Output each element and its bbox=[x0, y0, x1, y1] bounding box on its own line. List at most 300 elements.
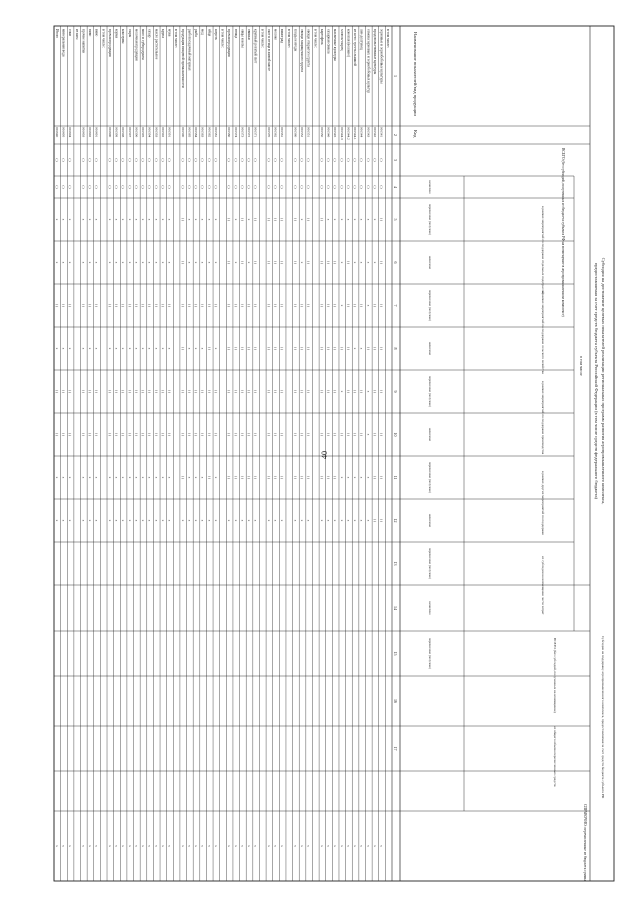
column-number: 15 bbox=[393, 651, 398, 656]
row-cell: ( ) bbox=[359, 185, 364, 189]
row-name: Итого bbox=[54, 29, 59, 39]
row-cell: x bbox=[147, 519, 152, 522]
subheader-calculated: начислено bbox=[428, 513, 432, 528]
row-cell: ( ) bbox=[200, 303, 205, 308]
row-cell: ( ) bbox=[207, 432, 212, 437]
row-cell: x bbox=[200, 519, 205, 522]
row-cell: ( ) bbox=[207, 158, 212, 162]
row-cell: ( ) bbox=[81, 432, 86, 437]
row-code: 001544 bbox=[359, 127, 364, 138]
row-cell: x bbox=[87, 261, 92, 264]
row-cell: x bbox=[194, 845, 199, 847]
row-cell: ( ) bbox=[306, 303, 311, 308]
row-cell: ( ) bbox=[346, 432, 351, 437]
row-code: 001640 bbox=[54, 127, 59, 138]
row-cell: x bbox=[134, 218, 139, 221]
row-name: молочная продукция bbox=[134, 29, 139, 61]
row-cell: x bbox=[94, 476, 99, 479]
subheader-paid: перечислено (получено) bbox=[428, 638, 432, 669]
row-cell: ( ) bbox=[81, 303, 86, 308]
row-cell: ( ) bbox=[81, 158, 86, 162]
row-cell: ( ) bbox=[107, 303, 112, 308]
row-code: 001598 bbox=[121, 127, 126, 138]
row-cell: x bbox=[339, 519, 344, 522]
row-name: сахарная свекла bbox=[326, 29, 331, 54]
row-cell: ( ) bbox=[273, 260, 278, 265]
row-cell: x bbox=[233, 519, 238, 522]
row-cell: x bbox=[81, 845, 86, 847]
row-cell: ( ) bbox=[233, 346, 238, 351]
row-cell: ( ) bbox=[68, 158, 73, 162]
row-name: зерновые и зернобобовые культуры bbox=[379, 29, 384, 84]
row-cell: ( ) bbox=[194, 432, 199, 437]
row-cell: x bbox=[319, 519, 324, 522]
row-cell: x bbox=[319, 845, 324, 847]
row-cell: x bbox=[167, 519, 172, 522]
row-cell: x bbox=[54, 476, 59, 479]
row-cell: ( ) bbox=[326, 260, 331, 265]
row-cell: ( ) bbox=[167, 158, 172, 162]
row-cell: x bbox=[366, 519, 371, 522]
row-cell: ( ) bbox=[187, 158, 192, 162]
row-cell: ( ) bbox=[293, 158, 298, 162]
row-cell: x bbox=[54, 218, 59, 221]
column-number: 1 bbox=[393, 75, 398, 77]
row-name: пиво bbox=[87, 29, 92, 37]
row-cell: ( ) bbox=[200, 158, 205, 162]
row-cell: ( ) bbox=[160, 303, 165, 308]
row-cell: x bbox=[94, 519, 99, 522]
row-cell: ( ) bbox=[240, 389, 245, 394]
row-cell: ( ) bbox=[300, 158, 305, 162]
row-code: 001544.2 bbox=[346, 127, 351, 140]
row-cell: x bbox=[339, 304, 344, 307]
row-cell: ( ) bbox=[187, 389, 192, 394]
row-cell: ( ) bbox=[339, 185, 344, 189]
row-cell: x bbox=[94, 347, 99, 350]
subheader-paid: перечислено (получено) bbox=[428, 290, 432, 321]
row-cell: ( ) bbox=[213, 303, 218, 308]
row-cell: ( ) bbox=[147, 389, 152, 394]
row-name: прочая продукция bbox=[107, 29, 112, 57]
row-cell: ( ) bbox=[379, 158, 384, 162]
row-code: 001595 bbox=[141, 127, 146, 138]
row-cell: x bbox=[187, 218, 192, 221]
row-cell: x bbox=[121, 845, 126, 847]
subheader-calculated: начислено bbox=[428, 601, 432, 615]
row-cell: ( ) bbox=[300, 389, 305, 394]
row-code: 001550 bbox=[319, 127, 324, 138]
row-code: 001599 bbox=[114, 127, 119, 138]
row-cell: x bbox=[339, 845, 344, 847]
row-cell: x bbox=[359, 347, 364, 350]
row-cell: x bbox=[154, 519, 159, 522]
row-code: 001597 bbox=[127, 127, 132, 138]
row-cell: ( ) bbox=[306, 260, 311, 265]
row-cell: ( ) bbox=[273, 389, 278, 394]
row-code: 001596 bbox=[134, 127, 139, 138]
row-cell: x bbox=[61, 261, 66, 264]
row-cell: ( ) bbox=[319, 185, 324, 189]
row-cell: ( ) bbox=[94, 389, 99, 394]
row-cell: ( ) bbox=[379, 518, 384, 523]
row-cell: ( ) bbox=[180, 303, 185, 308]
row-cell: x bbox=[194, 218, 199, 221]
row-cell: ( ) bbox=[372, 389, 377, 394]
row-cell: ( ) bbox=[233, 389, 238, 394]
row-cell: x bbox=[81, 261, 86, 264]
row-cell: x bbox=[87, 347, 92, 350]
row-cell: ( ) bbox=[300, 185, 305, 189]
row-code: 001562 bbox=[273, 127, 278, 138]
row-cell: x bbox=[247, 845, 252, 847]
row-cell: ( ) bbox=[280, 185, 285, 189]
row-cell: x bbox=[353, 519, 358, 522]
row-cell: ( ) bbox=[273, 217, 278, 222]
row-cell: ( ) bbox=[326, 346, 331, 351]
row-cell: ( ) bbox=[379, 389, 384, 394]
row-cell: ( ) bbox=[333, 158, 338, 162]
row-cell: ( ) bbox=[326, 389, 331, 394]
row-cell: ( ) bbox=[300, 303, 305, 308]
row-cell: x bbox=[114, 218, 119, 221]
row-name: в том числе: bbox=[286, 29, 291, 48]
row-cell: ( ) bbox=[134, 158, 139, 162]
column-number: 4 bbox=[393, 186, 398, 188]
row-code: 001572 bbox=[247, 127, 252, 138]
row-cell: ( ) bbox=[300, 346, 305, 351]
row-cell: ( ) bbox=[194, 389, 199, 394]
row-cell: ( ) bbox=[61, 158, 66, 162]
row-cell: ( ) bbox=[227, 303, 232, 308]
row-cell: ( ) bbox=[54, 158, 59, 162]
row-cell: ( ) bbox=[240, 475, 245, 480]
row-cell: x bbox=[114, 845, 119, 847]
row-cell: x bbox=[240, 845, 245, 847]
row-cell: ( ) bbox=[240, 217, 245, 222]
row-cell: ( ) bbox=[107, 185, 112, 189]
row-name: в том числе: bbox=[386, 29, 391, 48]
row-cell: x bbox=[200, 218, 205, 221]
row-cell: ( ) bbox=[167, 303, 172, 308]
row-cell: ( ) bbox=[379, 303, 384, 308]
row-name: прочие напитки bbox=[81, 29, 86, 54]
row-cell: ( ) bbox=[372, 158, 377, 162]
row-cell: ( ) bbox=[273, 185, 278, 189]
row-cell: ( ) bbox=[54, 185, 59, 189]
row-cell: ( ) bbox=[180, 389, 185, 394]
row-cell: ( ) bbox=[134, 185, 139, 189]
row-cell: ( ) bbox=[266, 389, 271, 394]
row-cell: x bbox=[187, 347, 192, 350]
row-cell: x bbox=[127, 261, 132, 264]
row-cell: x bbox=[359, 845, 364, 847]
row-cell: ( ) bbox=[306, 185, 311, 189]
row-name: соки bbox=[68, 29, 73, 37]
row-code: 001584 bbox=[194, 127, 199, 138]
row-cell: ( ) bbox=[87, 432, 92, 437]
row-cell: ( ) bbox=[240, 346, 245, 351]
row-name: корма bbox=[114, 29, 119, 38]
row-cell: ( ) bbox=[141, 158, 146, 162]
row-cell: ( ) bbox=[141, 389, 146, 394]
row-cell: ( ) bbox=[266, 303, 271, 308]
header-sub-a: в рамках мероприятий по поддержке отдельных подотраслей bbox=[541, 206, 545, 295]
row-cell: ( ) bbox=[180, 432, 185, 437]
row-cell: ( ) bbox=[154, 158, 159, 162]
row-name: шерсть bbox=[213, 29, 218, 40]
row-cell: x bbox=[333, 519, 338, 522]
row-cell: x bbox=[213, 845, 218, 847]
row-cell: ( ) bbox=[233, 475, 238, 480]
row-name: мед bbox=[200, 29, 205, 35]
row-cell: x bbox=[213, 347, 218, 350]
row-cell: x bbox=[227, 519, 232, 522]
row-cell: x bbox=[127, 218, 132, 221]
row-cell: ( ) bbox=[326, 475, 331, 480]
row-cell: x bbox=[372, 845, 377, 847]
column-number: 17 bbox=[393, 746, 398, 751]
row-code: 001583 bbox=[200, 127, 205, 138]
row-cell: ( ) bbox=[273, 303, 278, 308]
row-cell: x bbox=[339, 261, 344, 264]
row-name: овцы и козы bbox=[240, 29, 245, 48]
row-cell: x bbox=[141, 261, 146, 264]
row-cell: x bbox=[280, 845, 285, 847]
row-cell: ( ) bbox=[359, 389, 364, 394]
row-cell: x bbox=[293, 519, 298, 522]
row-cell: ( ) bbox=[339, 158, 344, 162]
row-cell: x bbox=[61, 218, 66, 221]
row-code: 001600 bbox=[107, 127, 112, 138]
row-code: 001590 bbox=[180, 127, 185, 138]
row-cell: ( ) bbox=[94, 432, 99, 437]
row-cell: x bbox=[167, 845, 172, 847]
row-cell: ( ) bbox=[372, 518, 377, 523]
column-number: 5 bbox=[393, 218, 398, 221]
row-cell: ( ) bbox=[213, 389, 218, 394]
row-cell: ( ) bbox=[333, 389, 338, 394]
row-cell: ( ) bbox=[280, 389, 285, 394]
row-cell: x bbox=[227, 845, 232, 847]
row-cell: ( ) bbox=[346, 185, 351, 189]
row-cell: ( ) bbox=[379, 475, 384, 480]
row-cell: ( ) bbox=[121, 185, 126, 189]
row-name: в том числе: bbox=[220, 29, 225, 48]
row-code: 001570 bbox=[266, 127, 271, 138]
row-cell: ( ) bbox=[147, 185, 152, 189]
row-cell: x bbox=[253, 519, 258, 522]
row-name: продукция пищевой промышленности bbox=[180, 29, 185, 88]
row-cell: x bbox=[147, 261, 152, 264]
row-cell: ( ) bbox=[346, 158, 351, 162]
row-cell: x bbox=[107, 845, 112, 847]
row-cell: ( ) bbox=[273, 432, 278, 437]
row-cell: ( ) bbox=[121, 158, 126, 162]
table-title-line-2: предоставляемая за счет средств бюджета субъекта Российской Федерации (в том числе средств федерального бюджета) bbox=[594, 262, 599, 500]
row-cell: ( ) bbox=[319, 217, 324, 222]
row-cell: x bbox=[266, 845, 271, 847]
row-cell: ( ) bbox=[306, 158, 311, 162]
column-number: 7 bbox=[393, 304, 398, 307]
row-cell: x bbox=[147, 476, 152, 479]
row-code: 001544.3 bbox=[339, 127, 344, 140]
header-sub-e: из субсидии на возмещение части затрат bbox=[541, 556, 545, 615]
row-cell: x bbox=[134, 476, 139, 479]
row-cell: x bbox=[121, 218, 126, 221]
row-name: масличные культуры bbox=[333, 29, 338, 61]
row-cell: ( ) bbox=[253, 185, 258, 189]
row-cell: x bbox=[247, 261, 252, 264]
row-cell: ( ) bbox=[366, 185, 371, 189]
row-cell: ( ) bbox=[353, 185, 358, 189]
row-cell: x bbox=[213, 261, 218, 264]
row-cell: ( ) bbox=[240, 260, 245, 265]
subheader-calculated: начислено bbox=[428, 255, 432, 270]
row-cell: ( ) bbox=[227, 475, 232, 480]
row-cell: ( ) bbox=[280, 346, 285, 351]
row-cell: ( ) bbox=[247, 432, 252, 437]
row-cell: ( ) bbox=[134, 432, 139, 437]
row-cell: ( ) bbox=[319, 303, 324, 308]
row-code: 001593 bbox=[154, 127, 159, 138]
row-cell: x bbox=[154, 261, 159, 264]
row-name: семена зерновых и зернобобовых культур bbox=[366, 29, 371, 94]
column-number: 3 bbox=[393, 159, 398, 161]
row-cell: ( ) bbox=[154, 185, 159, 189]
row-cell: ( ) bbox=[180, 185, 185, 189]
row-cell: x bbox=[240, 519, 245, 522]
row-cell: ( ) bbox=[306, 217, 311, 222]
row-cell: ( ) bbox=[293, 432, 298, 437]
row-cell: ( ) bbox=[114, 158, 119, 162]
row-cell: x bbox=[194, 347, 199, 350]
row-cell: ( ) bbox=[333, 346, 338, 351]
row-code: 001541 bbox=[379, 127, 384, 138]
row-cell: x bbox=[180, 845, 185, 847]
row-code: 001591 bbox=[167, 127, 172, 138]
row-cell: x bbox=[273, 519, 278, 522]
row-cell: ( ) bbox=[266, 185, 271, 189]
row-cell: x bbox=[187, 261, 192, 264]
header-total: ВСЕГО (без субсидий, полученных из бюджета субъекта РФ на возмещение в агропромышленном комплексе) bbox=[561, 148, 565, 317]
row-cell: ( ) bbox=[114, 185, 119, 189]
row-cell: ( ) bbox=[127, 158, 132, 162]
row-cell: x bbox=[213, 218, 218, 221]
row-cell: x bbox=[194, 476, 199, 479]
row-cell: x bbox=[353, 347, 358, 350]
row-cell: ( ) bbox=[141, 185, 146, 189]
row-code: 001604 bbox=[68, 127, 73, 138]
row-cell: x bbox=[207, 519, 212, 522]
row-cell: x bbox=[141, 218, 146, 221]
row-cell: ( ) bbox=[154, 389, 159, 394]
row-cell: ( ) bbox=[194, 185, 199, 189]
header-r-sub: из общего объема перечисленных средств bbox=[553, 726, 557, 787]
row-cell: x bbox=[87, 845, 92, 847]
row-cell: x bbox=[54, 261, 59, 264]
row-cell: x bbox=[68, 218, 73, 221]
row-name: молоко bbox=[273, 29, 278, 40]
row-cell: x bbox=[107, 218, 112, 221]
row-cell: ( ) bbox=[280, 260, 285, 265]
row-cell: ( ) bbox=[154, 303, 159, 308]
row-cell: ( ) bbox=[127, 185, 132, 189]
row-cell: ( ) bbox=[114, 432, 119, 437]
row-cell: x bbox=[154, 347, 159, 350]
row-cell: ( ) bbox=[240, 303, 245, 308]
row-cell: ( ) bbox=[213, 158, 218, 162]
row-cell: ( ) bbox=[213, 432, 218, 437]
row-cell: ( ) bbox=[253, 389, 258, 394]
header-code: Код bbox=[413, 130, 418, 138]
page-number: 40 bbox=[320, 451, 329, 459]
row-cell: ( ) bbox=[194, 303, 199, 308]
row-name: продовольственные культуры bbox=[372, 29, 377, 75]
row-cell: ( ) bbox=[319, 346, 324, 351]
row-cell: x bbox=[154, 845, 159, 847]
row-cell: ( ) bbox=[300, 475, 305, 480]
row-cell: ( ) bbox=[247, 185, 252, 189]
row-cell: ( ) bbox=[266, 475, 271, 480]
row-cell: ( ) bbox=[306, 346, 311, 351]
row-cell: x bbox=[372, 261, 377, 264]
row-cell: x bbox=[293, 845, 298, 847]
row-cell: ( ) bbox=[319, 260, 324, 265]
row-cell: ( ) bbox=[372, 185, 377, 189]
row-cell: ( ) bbox=[319, 432, 324, 437]
row-cell: x bbox=[154, 476, 159, 479]
row-cell: ( ) bbox=[154, 432, 159, 437]
row-cell: ( ) bbox=[227, 260, 232, 265]
row-cell: ( ) bbox=[94, 158, 99, 162]
row-cell: ( ) bbox=[121, 389, 126, 394]
row-name: из них: bbox=[74, 29, 79, 40]
row-name: вино bbox=[94, 29, 99, 37]
row-cell: ( ) bbox=[240, 185, 245, 189]
row-cell: ( ) bbox=[240, 158, 245, 162]
row-code: 001603 bbox=[81, 127, 86, 138]
row-cell: ( ) bbox=[134, 389, 139, 394]
row-cell: ( ) bbox=[200, 389, 205, 394]
row-cell: ( ) bbox=[127, 389, 132, 394]
row-cell: ( ) bbox=[180, 217, 185, 222]
row-cell: x bbox=[200, 347, 205, 350]
row-cell: ( ) bbox=[187, 185, 192, 189]
row-name: картофель bbox=[319, 29, 324, 45]
row-cell: x bbox=[107, 519, 112, 522]
row-cell: ( ) bbox=[253, 475, 258, 480]
row-cell: ( ) bbox=[68, 432, 73, 437]
row-cell: ( ) bbox=[293, 303, 298, 308]
row-cell: x bbox=[187, 519, 192, 522]
row-code: 001552 bbox=[300, 127, 305, 138]
header-sub-d: в рамках других мероприятий по поддержке bbox=[541, 471, 545, 535]
row-cell: ( ) bbox=[127, 303, 132, 308]
row-cell: x bbox=[247, 519, 252, 522]
row-cell: ( ) bbox=[121, 432, 126, 437]
row-cell: ( ) bbox=[207, 346, 212, 351]
header-r-block: Субсидия на поддержку агропромышленного комплекса, предоставляемая за счет средств бюджета субъекта РФ bbox=[601, 636, 605, 799]
row-name: крупа bbox=[160, 29, 165, 38]
row-cell: x bbox=[121, 519, 126, 522]
row-cell: ( ) bbox=[266, 432, 271, 437]
row-cell: x bbox=[61, 519, 66, 522]
row-cell: ( ) bbox=[359, 432, 364, 437]
row-cell: x bbox=[346, 218, 351, 221]
row-cell: x bbox=[81, 347, 86, 350]
row-cell: x bbox=[247, 218, 252, 221]
